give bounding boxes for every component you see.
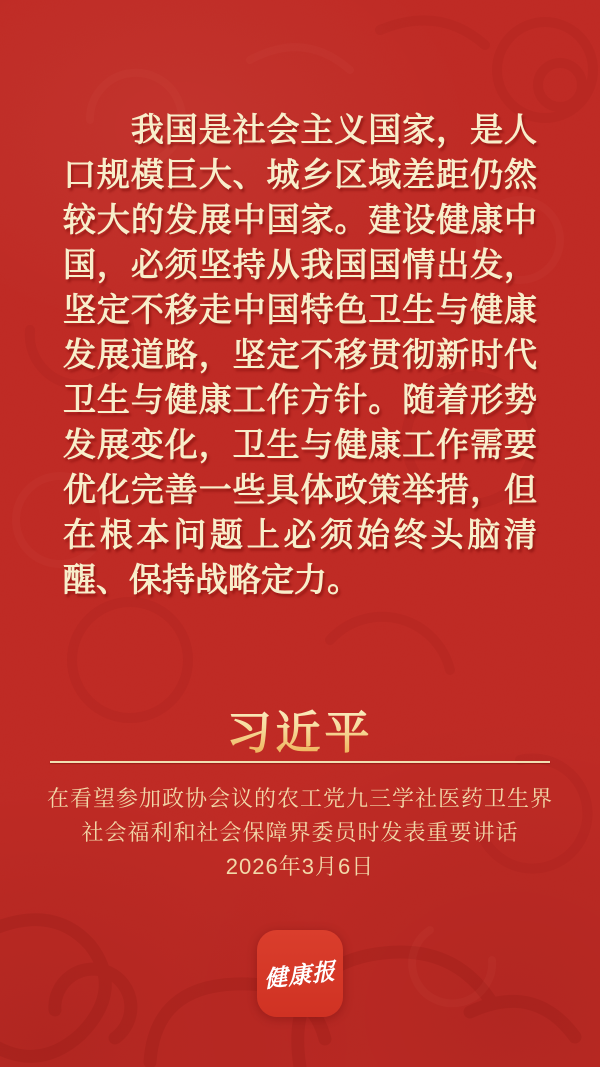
attribution-line-2: 社会福利和社会保障界委员时发表重要讲话	[81, 820, 519, 845]
quote-line: 发展变化，卫生与健康工作需要	[63, 426, 537, 463]
quote-line: 坚定不移走中国特色卫生与健康	[63, 291, 537, 328]
quote-line: 卫生与健康工作方针。随着形势	[63, 381, 537, 418]
quote-line: 我国是社会主义国家，是人	[63, 111, 537, 148]
quote-line: 口规模巨大、城乡区域差距仍然	[63, 156, 537, 193]
health-daily-logo	[257, 930, 343, 1017]
attribution-line-1: 在看望参加政协会议的农工党九三学社医药卫生界	[46, 786, 553, 811]
quote-text-block	[63, 107, 537, 602]
quote-line: 较大的发展中国家。建设健康中	[63, 201, 537, 238]
divider-line	[50, 761, 550, 763]
signature-name: 习近平	[0, 696, 600, 761]
quote-line: 国，必须坚持从我国国情出发，	[63, 246, 537, 283]
quote-line: 醒、保持战略定力。	[63, 561, 360, 598]
quote-line: 优化完善一些具体政策举措，但	[63, 471, 537, 508]
logo-text: 健康报	[263, 957, 337, 994]
attribution-date: 2026年3月6日	[225, 854, 375, 879]
quote-line: 在根本问题上必须始终头脑清	[63, 516, 537, 553]
attribution-block	[0, 782, 600, 884]
quote-line: 发展道路，坚定不移贯彻新时代	[63, 336, 537, 373]
